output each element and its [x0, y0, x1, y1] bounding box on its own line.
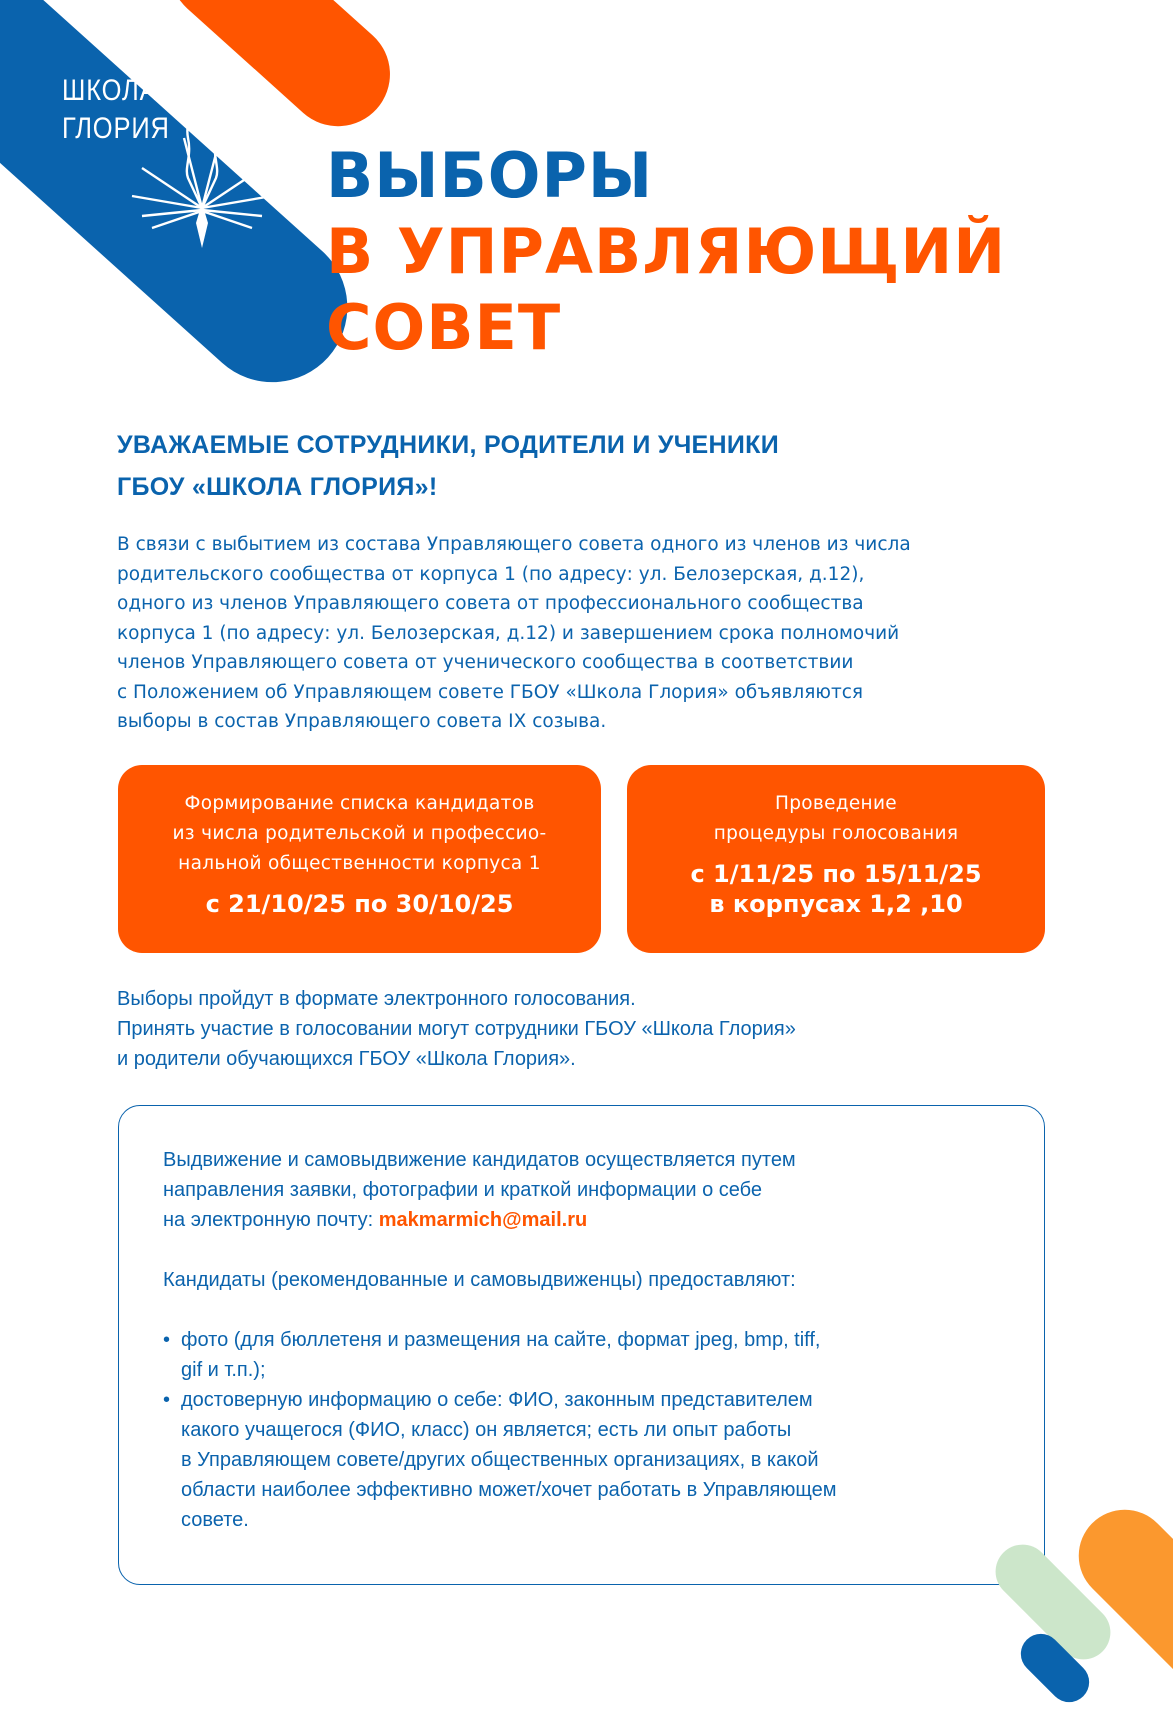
- card-desc-line: Формирование списка кандидатов: [184, 793, 535, 814]
- format-line: Выборы пройдут в формате электронного голосования.: [117, 988, 636, 1010]
- logo-line-1: ШКОЛА: [62, 74, 158, 107]
- greeting-heading: [117, 424, 1017, 508]
- page-title: [326, 138, 1006, 366]
- card-description: [118, 789, 601, 879]
- title-line-2: В УПРАВЛЯЮЩИЙ: [326, 215, 1007, 288]
- bullet-line: совете.: [181, 1509, 249, 1531]
- bullet-item: [163, 1325, 993, 1385]
- format-line: Принять участие в голосовании могут сотрудники ГБОУ «Школа Глория»: [117, 1018, 796, 1040]
- card-desc-line: Проведение: [775, 793, 897, 814]
- card-date-line: с 21/10/25 по 30/10/25: [205, 890, 514, 918]
- bullet-line: в Управляющем совете/других общественных организациях, в какой: [181, 1449, 819, 1471]
- card-date-line: в корпусах 1,2 ,10: [709, 890, 963, 918]
- voting-card: [627, 765, 1045, 953]
- bullet-line: фото (для бюллетеня и размещения на сайте, формат jpeg, bmp, tiff,: [181, 1329, 821, 1351]
- nomination-info-text: [163, 1145, 993, 1535]
- bullet-item: [163, 1385, 993, 1535]
- intro-line: выборы в состав Управляющего совета IX созыва.: [117, 711, 607, 732]
- bullet-line: достоверную информацию о себе: ФИО, законным представителем: [181, 1389, 813, 1411]
- greeting-line-2: ГБОУ «ШКОЛА ГЛОРИЯ»!: [117, 473, 438, 501]
- logo-line-2: ГЛОРИЯ: [62, 112, 170, 145]
- bullet-dot-icon: •: [163, 1389, 171, 1411]
- nomination-line: направления заявки, фотографии и краткой информации о себе: [163, 1179, 763, 1201]
- card-desc-line: процедуры голосования: [713, 823, 959, 844]
- title-line-1: ВЫБОРЫ: [326, 139, 654, 212]
- intro-line: одного из членов Управляющего совета от профессионального сообщества: [117, 593, 864, 614]
- bullet-line: gif и т.п.);: [181, 1359, 266, 1381]
- voting-format-text: [117, 984, 1017, 1074]
- candidate-list-card: [118, 765, 601, 953]
- bullet-line: области наиболее эффективно может/хочет работать в Управляющем: [181, 1479, 837, 1501]
- intro-line: В связи с выбытием из состава Управляющего совета одного из членов из числа: [117, 534, 911, 555]
- bullet-dot-icon: •: [163, 1329, 171, 1351]
- maple-leaf-icon: [122, 78, 282, 258]
- card-desc-line: нальной общественности корпуса 1: [178, 853, 541, 874]
- title-line-3: СОВЕТ: [326, 291, 562, 364]
- email-link[interactable]: makmarmich@mail.ru: [378, 1209, 588, 1231]
- intro-line: родительского сообщества от корпуса 1 (по адресу: ул. Белозерская, д.12),: [117, 563, 865, 585]
- card-date-line: с 1/11/25 по 15/11/25: [690, 860, 982, 888]
- candidates-intro: Кандидаты (рекомендованные и самовыдвиженцы) предоставляют:: [163, 1269, 796, 1291]
- card-date: [627, 859, 1045, 919]
- intro-paragraph: [117, 530, 1077, 737]
- card-description: [627, 789, 1045, 849]
- email-prefix: на электронную почту:: [163, 1209, 379, 1231]
- format-line: и родители обучающихся ГБОУ «Школа Глория».: [117, 1048, 576, 1070]
- card-desc-line: из числа родительской и профессио-: [172, 823, 547, 844]
- email-line: [163, 1205, 993, 1235]
- bullet-line: какого учащегося (ФИО, класс) он является; есть ли опыт работы: [181, 1419, 792, 1441]
- nomination-line: Выдвижение и самовыдвижение кандидатов осуществляется путем: [163, 1149, 796, 1171]
- intro-line: членов Управляющего совета от ученического сообщества в соответствии: [117, 652, 854, 673]
- intro-line: корпуса 1 (по адресу: ул. Белозерская, д.12) и завершением срока полномочий: [117, 622, 900, 644]
- card-date: [118, 889, 601, 919]
- greeting-line-1: УВАЖАЕМЫЕ СОТРУДНИКИ, РОДИТЕЛИ И УЧЕНИКИ: [117, 431, 779, 459]
- intro-line: с Положением об Управляющем совете ГБОУ «Школа Глория» объявляются: [117, 681, 864, 703]
